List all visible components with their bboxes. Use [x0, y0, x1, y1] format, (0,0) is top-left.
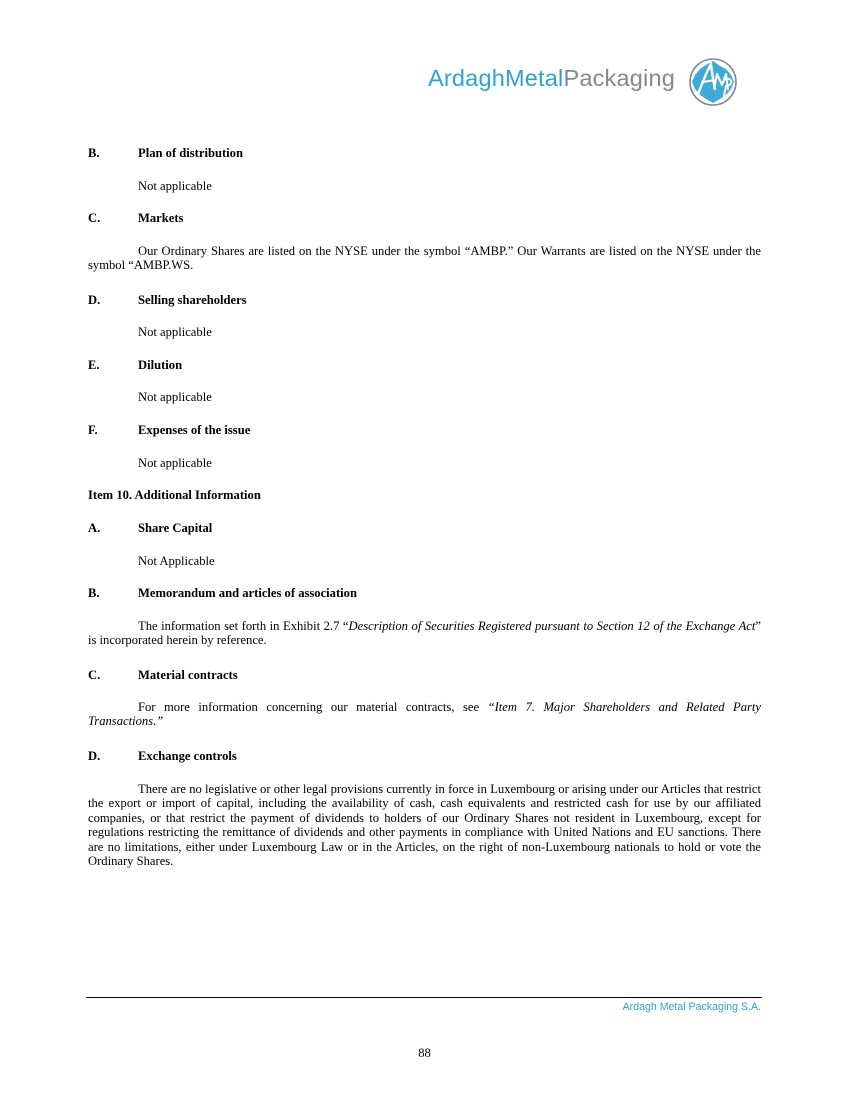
section-letter: A. [88, 521, 101, 535]
section-f-heading [88, 423, 250, 438]
section-letter: E. [88, 358, 100, 372]
section-letter: B. [88, 586, 100, 600]
section-title: Markets [138, 211, 184, 225]
item-reference: “Item 7. Major Shareholders and Related Party Transactions.” [88, 700, 761, 729]
section-a-text: Not Applicable [138, 554, 215, 568]
section-b-memo-paragraph [88, 619, 761, 648]
amp-logo-icon [685, 54, 741, 110]
logo-wordmark [428, 65, 675, 92]
section-d-exchange-heading [88, 749, 237, 764]
section-c-material-heading [88, 668, 238, 683]
section-e-text: Not applicable [138, 390, 212, 404]
section-letter: F. [88, 423, 98, 437]
section-b-heading [88, 146, 243, 161]
section-d-heading [88, 293, 247, 308]
section-title: Share Capital [138, 521, 213, 535]
section-title: Memorandum and articles of association [138, 586, 357, 600]
paragraph-text: ” is incorporated herein by reference. [88, 619, 761, 648]
footer-company-name: Ardagh Metal Packaging S.A. [622, 1001, 761, 1013]
section-b-memo-heading [88, 586, 357, 601]
logo-wordmark-part1: ArdaghMetal [428, 65, 564, 91]
section-letter: D. [88, 749, 101, 763]
section-c-material-paragraph [88, 700, 761, 729]
section-letter: D. [88, 293, 101, 307]
section-c-paragraph: Our Ordinary Shares are listed on the NYSE under the symbol “AMBP.” Our Warrants are listed on the NYSE under the symbol “AMBP.WS. [88, 244, 761, 273]
exhibit-title: Description of Securities Registered pursuant to Section 12 of the Exchange Act [348, 619, 756, 633]
paragraph-text: The information set forth in Exhibit 2.7 “ [138, 619, 349, 633]
section-letter: B. [88, 146, 100, 160]
section-e-heading [88, 358, 182, 373]
section-letter: C. [88, 211, 101, 225]
section-c-heading [88, 211, 183, 226]
section-letter: C. [88, 668, 101, 682]
section-title: Plan of distribution [138, 146, 243, 160]
section-f-text: Not applicable [138, 456, 212, 470]
section-title: Exchange controls [138, 749, 237, 763]
section-title: Expenses of the issue [138, 423, 251, 437]
section-title: Material contracts [138, 668, 238, 682]
item10-heading: Item 10. Additional Information [88, 488, 261, 502]
section-title: Dilution [138, 358, 183, 372]
section-b-text: Not applicable [138, 179, 212, 193]
section-title: Selling shareholders [138, 293, 247, 307]
logo-wordmark-part2: Packaging [563, 65, 675, 91]
section-a-heading [88, 521, 212, 536]
section-d-text: Not applicable [138, 325, 212, 339]
paragraph-text: For more information concerning our material contracts, see [138, 700, 488, 714]
section-d-exchange-paragraph: There are no legislative or other legal provisions currently in force in Luxembourg or arising under our Articles that restrict the export or import of capital, including the availability of cash, cash equivalents and restricted cash for use by our affiliated companies, or that restrict the payment of dividends to holders of our Ordinary Shares not resident in Luxembourg, except for regulations restricting the remittance of dividends and other payments in compliance with United Nations and EU sanctions. There are no limitations, either under Luxembourg Law or in the Articles, on the right of non-Luxembourg nationals to hold or vote the Ordinary Shares. [88, 782, 761, 869]
page-number: 88 [418, 1046, 431, 1060]
footer-divider [86, 997, 762, 998]
